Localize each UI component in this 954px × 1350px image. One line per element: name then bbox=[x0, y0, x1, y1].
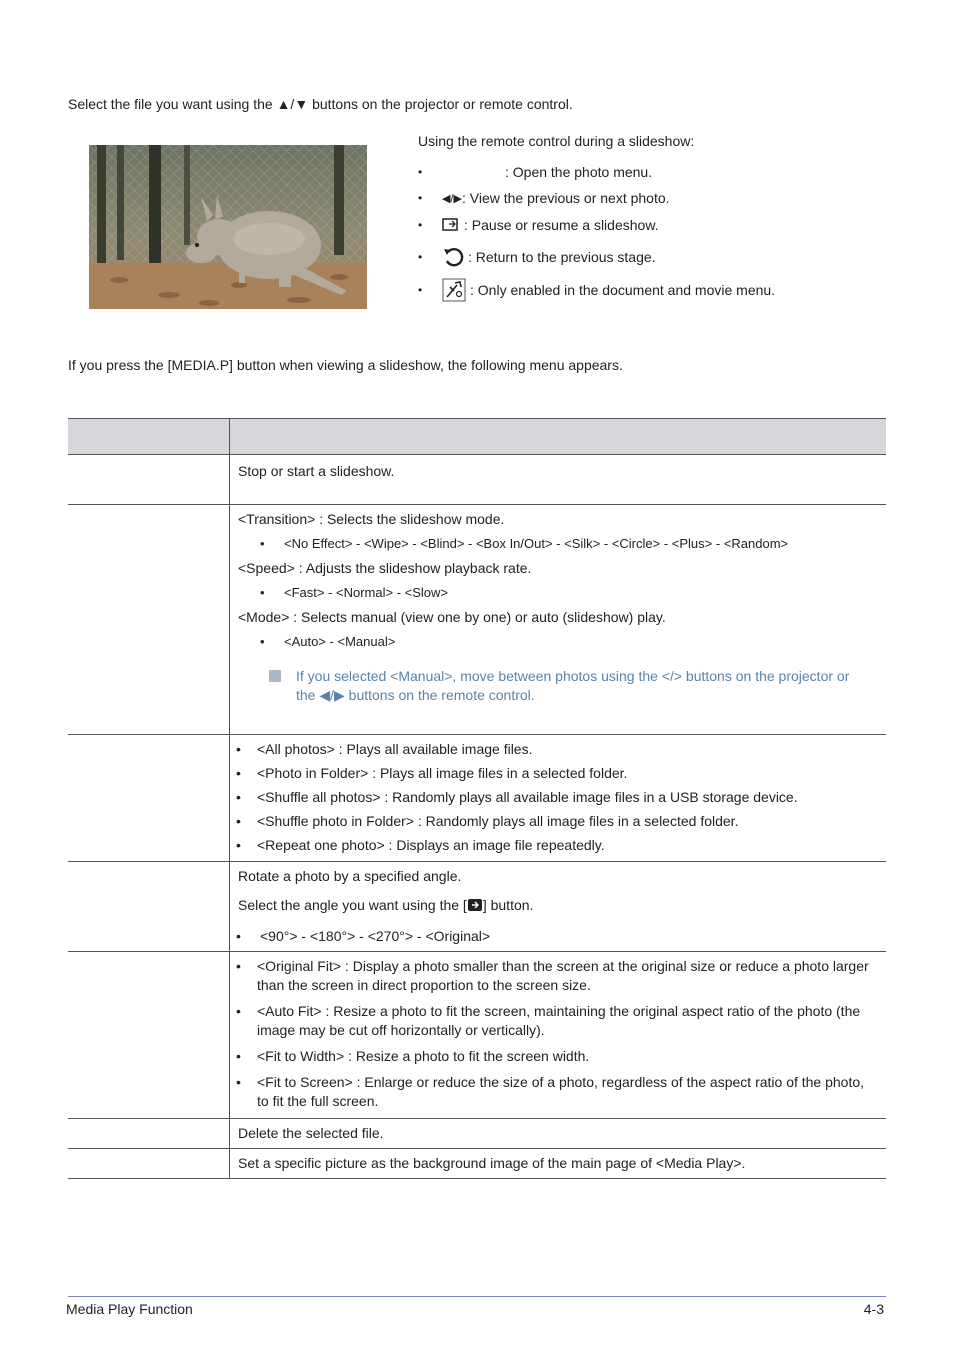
footer-divider bbox=[68, 1296, 886, 1297]
enter-icon bbox=[467, 893, 483, 922]
rotate-options: • <90°> - <180°> - <270°> - <Original> bbox=[238, 922, 878, 951]
footer-section-title: Media Play Function bbox=[66, 1301, 193, 1317]
list-item-line: • <Original Fit> : Display a photo smaller than the screen at the original size or reduce a photo larger bbox=[257, 958, 869, 974]
list-item: • <Shuffle all photos> : Randomly plays all available image files in a USB storage device. bbox=[238, 785, 878, 809]
list-item-line: • <Fit to Width> : Resize a photo to fit the screen width. bbox=[257, 1048, 590, 1064]
speed-desc: <Speed> : Adjusts the slideshow playback rate. bbox=[238, 560, 532, 576]
table-header-row bbox=[68, 419, 886, 455]
list-item: • <Shuffle photo in Folder> : Randomly plays all image files in a selected folder. bbox=[238, 809, 878, 833]
remote-item-text: : Pause or resume a slideshow. bbox=[464, 217, 659, 233]
remote-title: Using the remote control during a slideshow: bbox=[418, 133, 695, 149]
note-line: the ◀/▶ buttons on the remote control. bbox=[296, 687, 535, 703]
list-item-line: to fit the full screen. bbox=[257, 1093, 379, 1109]
rotate-instruction-text: Select the angle you want using the [ bbox=[238, 897, 467, 913]
bullet: • bbox=[418, 218, 423, 232]
row-label-cell bbox=[68, 1119, 230, 1149]
table-header-cell bbox=[230, 419, 887, 455]
list-item bbox=[238, 957, 878, 995]
row-label-cell bbox=[68, 455, 230, 505]
row-label-cell bbox=[68, 952, 230, 1119]
page-number: 4-3 bbox=[863, 1301, 884, 1317]
manual-note bbox=[238, 667, 878, 705]
row-desc-cell bbox=[230, 862, 887, 952]
list-item-line: image may be cut off horizontally or vertically). bbox=[257, 1022, 545, 1038]
stop-desc: Stop or start a slideshow. bbox=[238, 463, 395, 479]
mode-options: • <Auto> - <Manual> bbox=[238, 632, 878, 651]
remote-item-text: : Open the photo menu. bbox=[505, 164, 653, 180]
delete-desc: Delete the selected file. bbox=[238, 1125, 384, 1141]
list-item-line: • <Fit to Screen> : Enlarge or reduce the size of a photo, regardless of the aspect ratio of the photo, bbox=[257, 1074, 865, 1090]
photo-menu-table bbox=[68, 418, 886, 1179]
remote-item-menu bbox=[418, 164, 652, 180]
row-label-cell bbox=[68, 505, 230, 735]
list-item: • <Repeat one photo> : Displays an image file repeatedly. bbox=[238, 833, 878, 857]
table-row bbox=[68, 455, 886, 505]
table-row bbox=[68, 862, 886, 952]
note-icon bbox=[269, 670, 281, 682]
list-item: • <All photos> : Plays all available image files. bbox=[238, 737, 878, 761]
bullet: • bbox=[418, 250, 423, 264]
left-right-arrows-icon: ◀/▶ bbox=[442, 192, 462, 205]
note-line: If you selected <Manual>, move between photos using the </> buttons on the projector or bbox=[296, 668, 850, 684]
remote-item-return bbox=[418, 246, 656, 268]
row-desc-cell bbox=[230, 735, 887, 862]
return-icon bbox=[442, 246, 464, 268]
row-desc-cell bbox=[230, 1119, 887, 1149]
remote-item-text: : Return to the previous stage. bbox=[468, 249, 656, 265]
list-item bbox=[238, 1002, 878, 1040]
transition-options: • <No Effect> - <Wipe> - <Blind> - <Box In/Out> - <Silk> - <Circle> - <Plus> - <Random> bbox=[238, 534, 878, 553]
rotate-instruction bbox=[238, 891, 878, 922]
background-desc: Set a specific picture as the background image of the main page of <Media Play>. bbox=[238, 1155, 746, 1171]
list-item-line: than the screen in direct proportion to the screen size. bbox=[257, 977, 591, 993]
enter-icon bbox=[442, 218, 460, 232]
menu-intro-text: If you press the [MEDIA.P] button when viewing a slideshow, the following menu appears. bbox=[68, 357, 623, 373]
bullet: • bbox=[418, 283, 423, 297]
table-row bbox=[68, 735, 886, 862]
row-desc-cell bbox=[230, 952, 887, 1119]
row-label-cell bbox=[68, 735, 230, 862]
transition-desc: <Transition> : Selects the slideshow mode. bbox=[238, 511, 505, 527]
bullet: • bbox=[418, 165, 423, 179]
table-row bbox=[68, 1119, 886, 1149]
list-item bbox=[238, 1073, 878, 1111]
row-label-cell bbox=[68, 1149, 230, 1179]
mode-desc: <Mode> : Selects manual (view one by one) or auto (slideshow) play. bbox=[238, 609, 666, 625]
row-desc-cell bbox=[230, 455, 887, 505]
slideshow-photo bbox=[89, 145, 367, 309]
kangaroo-photo bbox=[89, 145, 367, 309]
speed-options: • <Fast> - <Normal> - <Slow> bbox=[238, 583, 878, 602]
bullet: • bbox=[418, 191, 423, 205]
remote-item-text: : Only enabled in the document and movie menu. bbox=[470, 282, 776, 298]
rotate-instruction-text: ] button. bbox=[482, 897, 534, 913]
intro-text: Select the file you want using the ▲/▼ buttons on the projector or remote control. bbox=[68, 96, 573, 112]
row-label-cell bbox=[68, 862, 230, 952]
remote-item-tools bbox=[418, 278, 775, 302]
remote-item-enter bbox=[418, 217, 659, 233]
row-desc-cell bbox=[230, 1149, 887, 1179]
table-row bbox=[68, 952, 886, 1119]
table-row bbox=[68, 505, 886, 735]
rotate-desc: Rotate a photo by a specified angle. bbox=[238, 868, 462, 884]
list-item bbox=[238, 1047, 878, 1066]
table-header-cell bbox=[68, 419, 230, 455]
row-desc-cell bbox=[230, 505, 887, 735]
remote-item-text: : View the previous or next photo. bbox=[461, 190, 670, 206]
remote-item-arrows bbox=[418, 190, 670, 206]
table-row bbox=[68, 1149, 886, 1179]
list-item: • <Photo in Folder> : Plays all image files in a selected folder. bbox=[238, 761, 878, 785]
list-item-line: • <Auto Fit> : Resize a photo to fit the screen, maintaining the original aspect ratio of the photo (the bbox=[257, 1003, 861, 1019]
tools-icon bbox=[442, 278, 466, 302]
